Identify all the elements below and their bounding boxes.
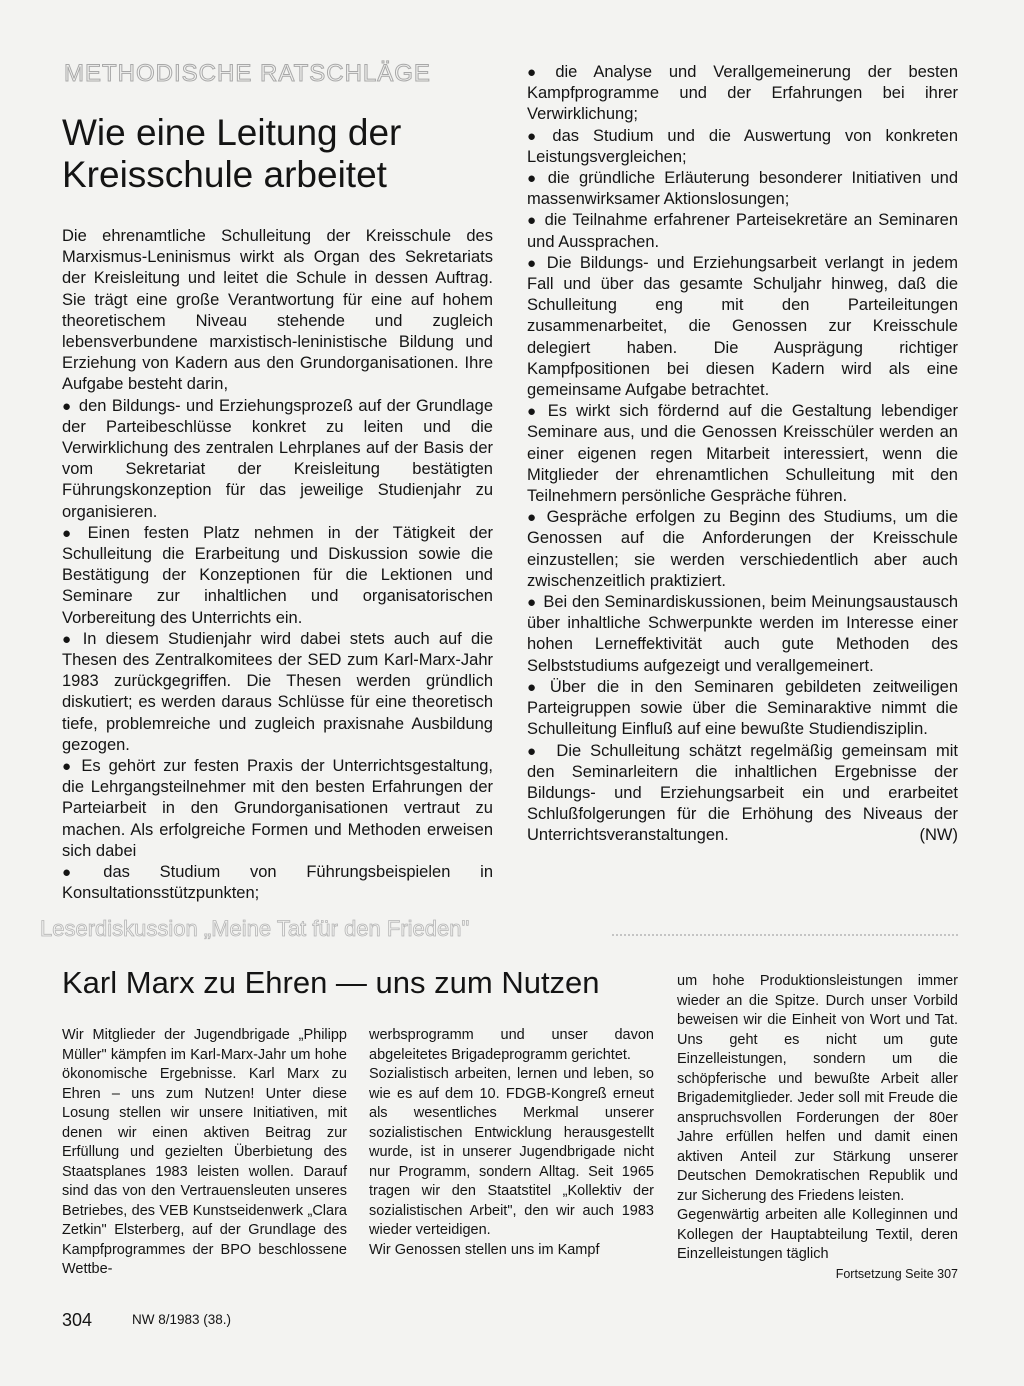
bullet-paragraph: ● Über die in den Seminaren gebildeten zeitweiligen Parteigruppen sowie über die Seminaraktive nimmt die Schulleitung Einfluß auf eine bewußte Studiendisziplin. — [527, 677, 958, 741]
reader-discussion-kicker: Leserdiskussion „Meine Tat für den Frieden" — [40, 916, 470, 941]
article2-title: Karl Marx zu Ehren — uns zum Nutzen — [62, 965, 600, 1000]
kicker-dotted-rule — [612, 934, 958, 936]
bullet-paragraph: ● die Teilnahme erfahrener Parteisekretäre an Seminaren und Aussprachen. — [527, 210, 958, 252]
article-title — [62, 112, 462, 196]
article2-paragraph: um hohe Produktionsleistungen immer wieder an die Spitze. Durch unser Vorbild beweisen wir die Einheit von Wort und Tat. Uns geht es nicht um gute Einzelleistungen, sondern um die schöpferische und bewußte Arbeit aller Brigademitglieder. Jeder soll mit Freude die anspruchsvollen Forderungen der 80er Jahre erfüllen helfen und damit einen aktiven Anteil zur Stärkung unserer Deutschen Demokratischen Republik und zur Sicherung des Friedens leisten. — [677, 973, 958, 1204]
article1-left-column — [62, 226, 493, 905]
bullet-paragraph: ● Es wirkt sich fördernd auf die Gestaltung lebendiger Seminare aus, und die Genossen Kreisschüler werden an einer eigenen regen Mitarbeit interessiert, wenn die Mitglieder der ehrenamtlichen Schulleitung mit den Teilnehmern persönliche Gespräche führen. — [527, 401, 958, 507]
article2-column-1 — [62, 1026, 347, 1280]
article2-paragraph: Gegenwärtig arbeiten alle Kolleginnen und Kollegen der Hauptabteilung Textil, deren Einzelleistungen täglich — [677, 1207, 958, 1262]
article2-column-2 — [369, 1026, 654, 1260]
article2-paragraph: Wir Genossen stellen uns im Kampf — [369, 1241, 600, 1258]
article2-paragraph: Wir Mitglieder der Jugendbrigade „Philipp Müller" kämpfen im Karl-Marx-Jahr um hohe ökonomische Ergebnisse. Karl Marx zu Ehren – uns zum Nutzen! Unter diese Losung stellen wir unsere Initiativen, mit denen wir einen aktiven Beitrag zur Erfüllung und gezielten Überbietung des Staatsplanes 1983 leisten wollen. Darauf sind das von den Vertrauensleuten unseres Betriebes, des VEB Kunstseidenwerk „Clara Zetkin" Elsterberg, auf der Grundlage des Kampfprogrammes der BPO beschlossene Wettbe- — [62, 1027, 347, 1277]
bullet-paragraph: ● die Analyse und Verallgemeinerung der besten Kampfprogramme und der Erfahrungen bei ihrer Verwirklichung; — [527, 62, 958, 126]
issue-label: NW 8/1983 (38.) — [132, 1312, 232, 1327]
article-title-line2: Kreisschule arbeitet — [62, 154, 387, 195]
bullet-paragraph: ● den Bildungs- und Erziehungsprozeß auf der Grundlage der Parteibeschlüsse konkret zu leiten und die Verwirklichung des zentralen Lehrplanes auf der Basis der vom Sekretariat der Kreisleitung bestätigten Führungskonzeption für das jeweilige Studienjahr zu organisieren. — [62, 396, 493, 523]
lead-paragraph: Die ehrenamtliche Schulleitung der Kreisschule des Marxismus-Leninismus wirkt als Organ des Sekretariats der Kreisleitung und leitet die Schule in dessen Auftrag. Sie trägt eine große Verantwortung für eine auf hohem theoretischem Niveau stehende und zugleich lebensverbundene marxistisch-leninistische Bildung und Erziehung von Kadern aus den Grundorganisationen. Ihre Aufgabe besteht darin, — [62, 227, 493, 394]
article2-paragraph: Sozialistisch arbeiten, lernen und leben, so wie es auf dem 10. FDGB-Kongreß erneut als wesentliches Merkmal unserer sozialistischen Entwicklung herausgestellt wurde, ist in unserer Jugendbrigade nicht nur Programm, sondern Alltag. Seit 1965 tragen wir den Staatstitel „Kollektiv der sozialistischen Arbeit", den wir auch 1983 wieder verteidigen. — [369, 1066, 654, 1238]
bullet-paragraph: ● Gespräche erfolgen zu Beginn des Studiums, um die Genossen auf die Anforderungen der Kreisschule einzustellen; sie werden verschiedentlich aber auch zwischenzeitlich praktiziert. — [527, 507, 958, 592]
bullet-paragraph: ● das Studium und die Auswertung von konkreten Leistungsvergleichen; — [527, 126, 958, 168]
bullet-paragraph-text: Die Schulleitung schätzt regelmäßig gemeinsam mit den Seminarleitern die inhaltlichen Ergebnisse der Bildungs- und Erziehungsarbeit ein und erarbeitet Schlußfolgerungen für die Erhöhung des Niveaus der Unterrichtsveranstaltungen. — [527, 741, 958, 845]
bullet-paragraph: ● Es gehört zur festen Praxis der Unterrichtsgestaltung, die Lehrgangsteilnehmer mit den besten Erfahrungen der Parteiarbeit in den Grundorganisationen vertraut zu machen. Als erfolgreiche Formen und Methoden erweisen sich dabei — [62, 756, 493, 862]
article1-right-column — [527, 62, 958, 847]
bullet-paragraph: ● das Studium von Führungsbeispielen in Konsultationsstützpunkten; — [62, 862, 493, 904]
bullet-paragraph: ● Einen festen Platz nehmen in der Tätigkeit der Schulleitung die Erarbeitung und Diskussion sowie die Bestätigung der Konzeptionen für die Lektionen und Seminare zur inhaltlichen und organisatorischen Vorbereitung des Unterrichts ein. — [62, 523, 493, 629]
article-title-line1: Wie eine Leitung der — [62, 112, 402, 153]
author-signature: (NW) — [919, 826, 958, 845]
bullet-paragraph: ● Die Bildungs- und Erziehungsarbeit verlangt in jedem Fall und über das gesamte Schuljahr hinweg, daß die Schulleitung eng mit den Parteileitungen zusammenarbeitet, die Genossen zur Kreisschule delegiert haben. Die Ausprägung richtiger Kampfpositionen bei diesen Kadern wird als eine gemeinsame Aufgabe betrachtet. — [527, 253, 958, 401]
bullet-paragraph: ● die gründliche Erläuterung besonderer Initiativen und massenwirksamer Aktionslosungen; — [527, 168, 958, 210]
article2-paragraph: werbsprogramm und unser davon abgeleitetes Brigadeprogramm gerichtet. — [369, 1027, 654, 1063]
bullet-paragraph: ● Bei den Seminardiskussionen, beim Meinungsaustausch über inhaltliche Schwerpunkte werden im Interesse einer hohen Lerneffektivität auch gute Methoden des Selbststudiums aufgezeigt und verallgemeinert. — [527, 592, 958, 677]
continuation-note: Fortsetzung Seite 307 — [835, 1266, 958, 1281]
article2-column-3 — [677, 972, 958, 1284]
bullet-paragraph: ● In diesem Studienjahr wird dabei stets auch auf die Thesen des Zentralkomitees der SED zum Karl-Marx-Jahr 1983 zurückgegriffen. Die Thesen werden gründlich diskutiert; es werden daraus Schlüsse für eine theoretisch tiefe, problemreiche und zugleich praxisnahe Ausbildung gezogen. — [62, 629, 493, 756]
page-number: 304 — [62, 1310, 93, 1330]
bullet-paragraph-last — [527, 741, 958, 847]
section-kicker: METHODISCHE RATSCHLÄGE — [64, 60, 431, 87]
